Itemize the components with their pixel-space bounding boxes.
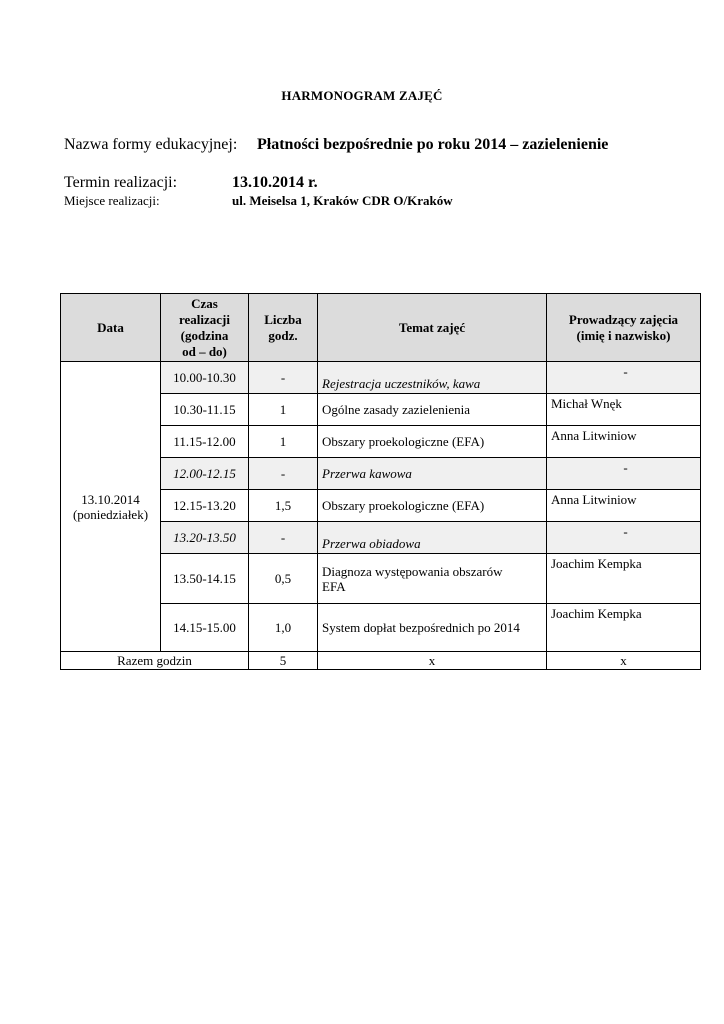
topic-text: Diagnoza występowania obszarów EFA — [322, 563, 503, 594]
header-topic: Temat zajęć — [318, 294, 547, 362]
lead-cell: - — [547, 522, 701, 554]
time-cell: 12.00-12.15 — [161, 458, 249, 490]
lead-cell: - — [547, 362, 701, 394]
term-label: Termin realizacji: — [64, 174, 178, 191]
date-cell — [61, 362, 161, 652]
term-value: 13.10.2014 r. — [232, 174, 318, 191]
time-cell: 13.20-13.50 — [161, 522, 249, 554]
topic-cell — [318, 604, 547, 652]
footer-label: Razem godzin — [61, 652, 249, 670]
hours-cell: 1 — [249, 394, 318, 426]
header-hours-line: Liczba — [264, 311, 302, 327]
lead-cell: Michał Wnęk — [547, 394, 701, 426]
hours-cell: - — [249, 522, 318, 554]
date-line: 13.10.2014 — [81, 491, 140, 507]
topic-cell — [318, 554, 547, 604]
header-date: Data — [61, 294, 161, 362]
topic-cell: Przerwa kawowa — [318, 458, 547, 490]
lead-cell: Anna Litwiniow — [547, 426, 701, 458]
time-cell: 13.50-14.15 — [161, 554, 249, 604]
header-time-line: (godzina — [180, 327, 229, 343]
table-row — [61, 362, 701, 394]
table-footer-row — [61, 652, 701, 670]
place-value: ul. Meiselsa 1, Kraków CDR O/Kraków — [232, 193, 453, 208]
place-label: Miejsce realizacji: — [64, 193, 160, 208]
form-label: Nazwa formy edukacyjnej: — [64, 136, 238, 153]
topic-cell: Obszary proekologiczne (EFA) — [318, 426, 547, 458]
header-time-line: od – do) — [182, 343, 227, 359]
lead-cell: Anna Litwiniow — [547, 490, 701, 522]
footer-topic: x — [318, 652, 547, 670]
topic-text: System dopłat bezpośrednich po 2014 — [322, 620, 520, 635]
time-cell: 12.15-13.20 — [161, 490, 249, 522]
topic-cell: Obszary proekologiczne (EFA) — [318, 490, 547, 522]
schedule-table — [60, 293, 701, 670]
lead-cell: Joachim Kempka — [547, 554, 701, 604]
topic-cell: Ogólne zasady zazielenienia — [318, 394, 547, 426]
header-time-line: realizacji — [178, 311, 230, 327]
header-lead-line: (imię i nazwisko) — [576, 327, 671, 343]
hours-cell: 0,5 — [249, 554, 318, 604]
time-cell: 10.00-10.30 — [161, 362, 249, 394]
document-title: HARMONOGRAM ZAJĘĆ — [281, 88, 443, 103]
header-time — [161, 294, 249, 362]
header-lead — [547, 294, 701, 362]
form-value: Płatności bezpośrednie po roku 2014 – zazielenienie — [257, 136, 609, 153]
hours-cell: - — [249, 362, 318, 394]
time-cell: 14.15-15.00 — [161, 604, 249, 652]
footer-lead: x — [547, 652, 701, 670]
time-cell: 10.30-11.15 — [161, 394, 249, 426]
hours-cell: - — [249, 458, 318, 490]
topic-cell: Przerwa obiadowa — [318, 522, 547, 554]
header-hours — [249, 294, 318, 362]
hours-cell: 1,0 — [249, 604, 318, 652]
footer-hours: 5 — [249, 652, 318, 670]
time-cell: 11.15-12.00 — [161, 426, 249, 458]
hours-cell: 1,5 — [249, 490, 318, 522]
header-lead-line: Prowadzący zajęcia — [568, 311, 679, 327]
lead-cell: - — [547, 458, 701, 490]
header-hours-line: godz. — [268, 327, 298, 343]
table-header-row — [61, 294, 701, 362]
hours-cell: 1 — [249, 426, 318, 458]
header-time-line: Czas — [191, 295, 218, 311]
topic-cell: Rejestracja uczestników, kawa — [318, 362, 547, 394]
lead-cell: Joachim Kempka — [547, 604, 701, 652]
date-day: (poniedziałek) — [72, 506, 149, 522]
